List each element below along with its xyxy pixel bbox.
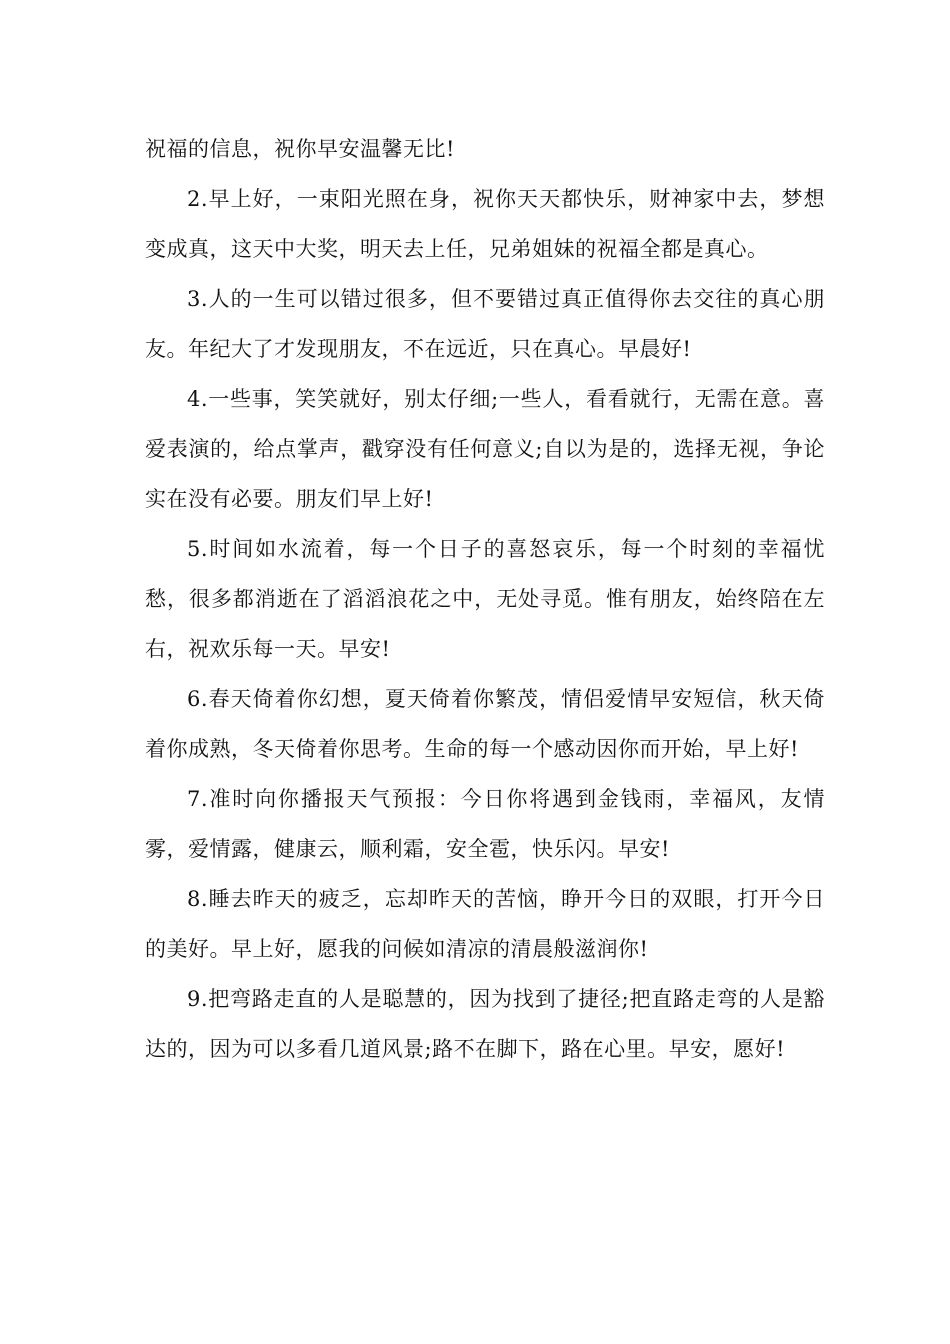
paragraph-item-4: 4.一些事，笑笑就好，别太仔细;一些人，看看就行，无需在意。喜爱表演的，给点掌声，戳穿没有任何意义;自以为是的，选择无视，争论实在没有必要。朋友们早上好! (145, 387, 825, 511)
document-body (145, 124, 825, 1074)
paragraph-item-8: 8.睡去昨天的疲乏，忘却昨天的苦恼，睁开今日的双眼，打开今日的美好。早上好，愿我的问候如清凉的清晨般滋润你! (145, 887, 825, 961)
paragraph-item-6: 6.春天倚着你幻想，夏天倚着你繁茂，情侣爱情早安短信，秋天倚着你成熟，冬天倚着你思考。生命的每一个感动因你而开始，早上好! (145, 687, 825, 761)
paragraph-continuation: 祝福的信息，祝你早安温馨无比! (145, 137, 455, 161)
paragraph-item-5: 5.时间如水流着，每一个日子的喜怒哀乐，每一个时刻的幸福忧愁，很多都消逝在了滔滔浪花之中，无处寻觅。惟有朋友，始终陪在左右，祝欢乐每一天。早安! (145, 537, 825, 661)
paragraph-item-7: 7.准时向你播报天气预报：今日你将遇到金钱雨，幸福风，友情雾，爱情露，健康云，顺利霜，安全雹，快乐闪。早安! (145, 787, 825, 861)
paragraph-item-9: 9.把弯路走直的人是聪慧的，因为找到了捷径;把直路走弯的人是豁达的，因为可以多看几道风景;路不在脚下，路在心里。早安，愿好! (145, 987, 825, 1061)
paragraph-item-3: 3.人的一生可以错过很多，但不要错过真正值得你去交往的真心朋友。年纪大了才发现朋友，不在远近，只在真心。早晨好! (145, 287, 825, 361)
paragraph-item-2: 2.早上好，一束阳光照在身，祝你天天都快乐，财神家中去，梦想变成真，这天中大奖，明天去上任，兄弟姐妹的祝福全都是真心。 (145, 187, 825, 261)
